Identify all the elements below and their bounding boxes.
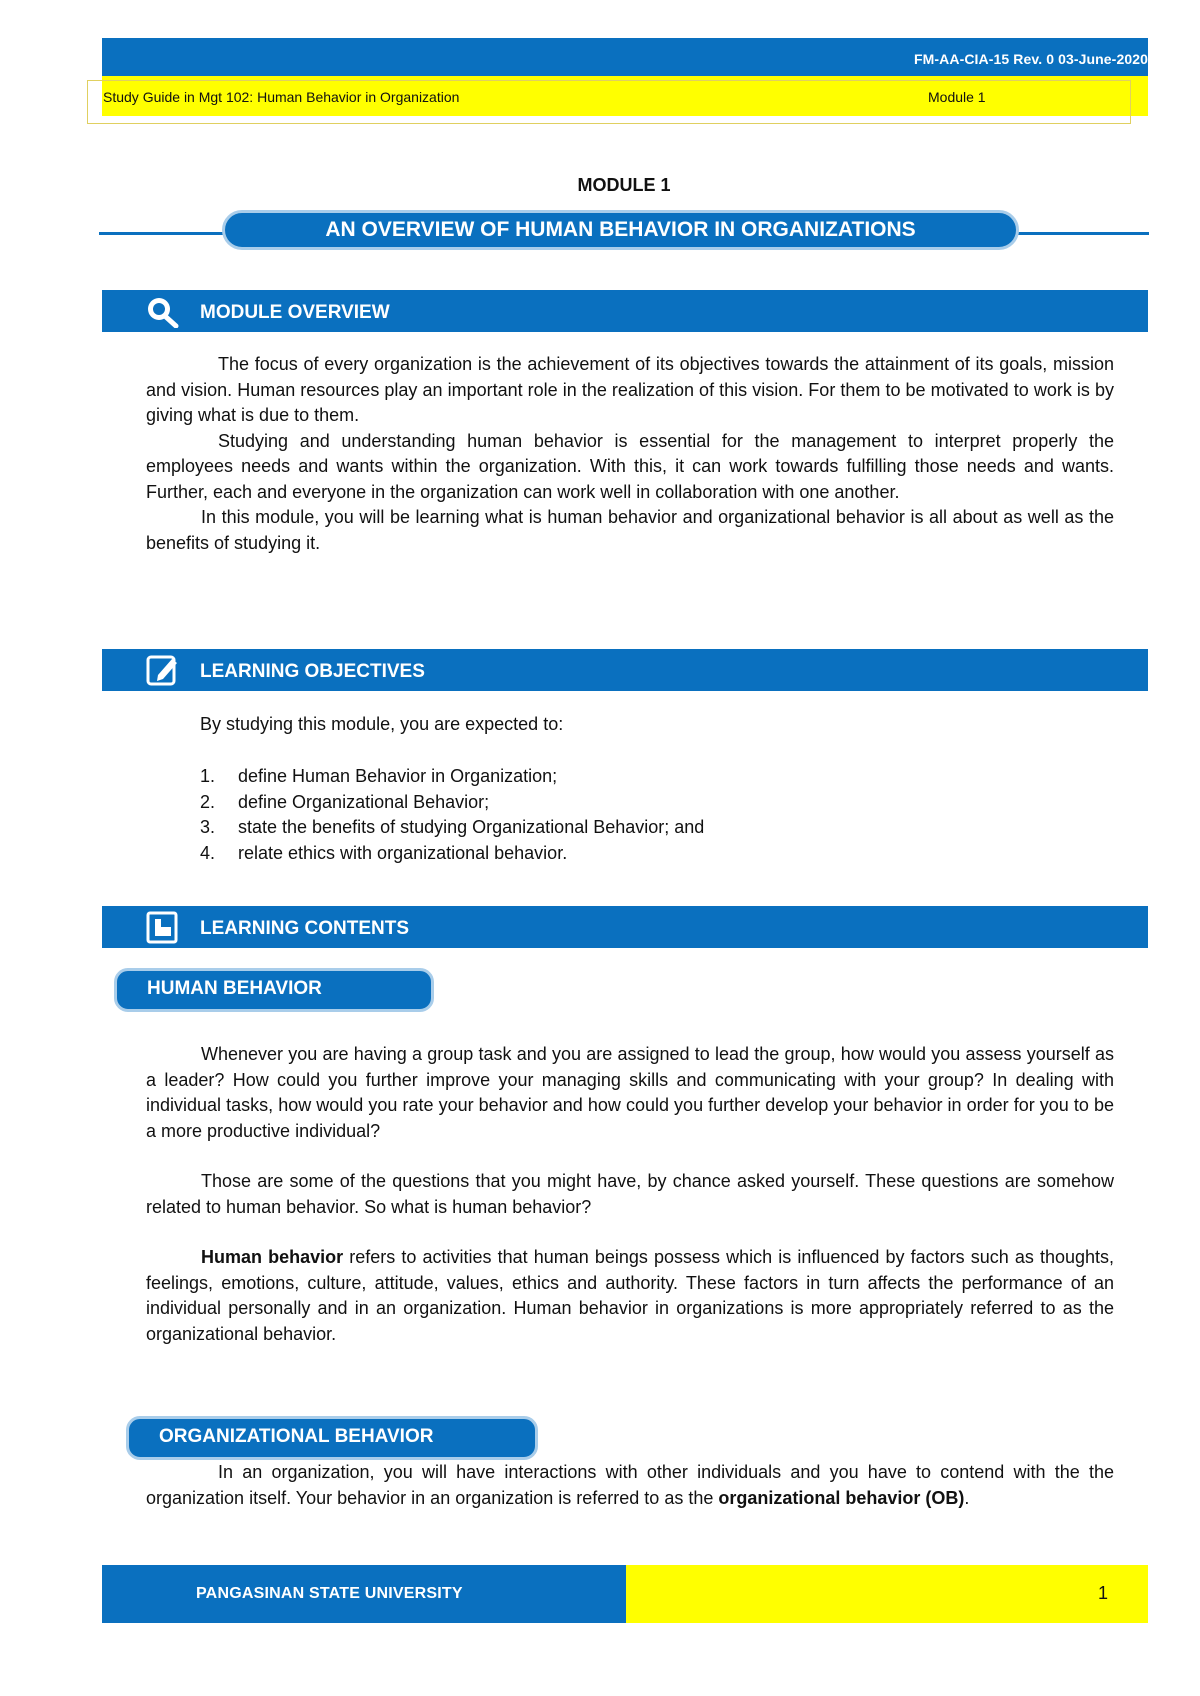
ob-end-punct: . (964, 1487, 970, 1508)
module-title: MODULE 1 (577, 175, 671, 195)
section-label: LEARNING CONTENTS (200, 918, 409, 939)
list-number: 1. (200, 766, 216, 786)
section-learning-objectives (102, 649, 1148, 691)
content-paragraph: Those are some of the questions that you might have, by chance asked yourself. These questions are somehow related to human behavior. So what is human behavior? (146, 1171, 1114, 1217)
objectives-list (200, 764, 704, 866)
magnifier-icon (142, 294, 182, 328)
term-organizational-behavior: organizational behavior (OB) (718, 1487, 965, 1508)
section-label: LEARNING OBJECTIVES (200, 661, 425, 682)
organizational-behavior-text (146, 1460, 1114, 1511)
book-icon (142, 910, 182, 944)
overview-text (146, 352, 1114, 556)
footer-page-box (626, 1565, 1148, 1623)
module-banner: AN OVERVIEW OF HUMAN BEHAVIOR IN ORGANIZATIONS (222, 210, 1019, 250)
list-item (200, 790, 704, 816)
overview-paragraph: In this module, you will be learning what is human behavior and organizational behavior is all about as well as the benefits of studying it. (146, 507, 1114, 553)
form-code: FM-AA-CIA-15 Rev. 0 03-June-2020 (913, 51, 1148, 67)
overview-paragraph: The focus of every organization is the achievement of its objectives towards the attainment of its goals, mission and vision. Human resources play an important role in the realization of this vision. For them to be motivated to work is by giving what is due to them. (146, 354, 1114, 425)
human-behavior-text (146, 1042, 1114, 1347)
list-text: relate ethics with organizational behavior. (238, 842, 568, 863)
module-tag: Module 1 (928, 89, 986, 105)
section-module-overview (102, 290, 1148, 332)
list-item (200, 841, 704, 867)
university-name: PANGASINAN STATE UNIVERSITY (196, 1585, 463, 1602)
objectives-intro: By studying this module, you are expected to: (200, 714, 564, 734)
term-human-behavior: Human behavior (201, 1247, 344, 1267)
list-number: 2. (200, 791, 216, 812)
content-paragraph (146, 1460, 1114, 1511)
section-learning-contents (102, 906, 1148, 948)
human-behavior-heading: HUMAN BEHAVIOR (114, 968, 434, 1012)
footer-bar (102, 1565, 626, 1623)
content-paragraph: Whenever you are having a group task and you are assigned to lead the group, how would you assess yourself as a leader? How could you further improve your managing skills and communicating with your group? In dealing with individual tasks, how would you rate your behavior and how could you further develop your behavior in order for you to be a more productive individual? (146, 1044, 1114, 1141)
study-guide-title: Study Guide in Mgt 102: Human Behavior in Organization (103, 89, 460, 105)
content-paragraph (146, 1245, 1114, 1347)
organizational-behavior-heading: ORGANIZATIONAL BEHAVIOR (126, 1416, 538, 1460)
list-text: define Human Behavior in Organization; (238, 766, 558, 786)
list-number: 4. (200, 842, 216, 863)
pencil-edit-icon (142, 653, 182, 687)
list-text: define Organizational Behavior; (238, 791, 490, 812)
list-number: 3. (200, 817, 216, 837)
ob-intro-text: In an organization, you will have interactions with other individuals and you have to contend with the the organization itself. Your behavior in an organization is referred to as the (146, 1462, 1114, 1508)
definition-text: refers to activities that human beings possess which is influenced by factors such as thoughts, feelings, emotions, culture, attitude, values, ethics and authority. These factors in turn affects the performance of an individual personally and in an organization. Human behavior in organizations is more appropriately referred to as the organizational behavior. (146, 1247, 1114, 1344)
overview-paragraph: Studying and understanding human behavior is essential for the management to interpret properly the employees needs and wants within the organization. With this, it can work towards fulfilling those needs and wants. Further, each and everyone in the organization can work well in collaboration with one another. (146, 430, 1114, 502)
page-number: 1 (1097, 1583, 1108, 1603)
list-item (200, 764, 704, 790)
list-item (200, 815, 704, 841)
list-text: state the benefits of studying Organizational Behavior; and (238, 817, 705, 837)
section-label: MODULE OVERVIEW (200, 302, 390, 323)
